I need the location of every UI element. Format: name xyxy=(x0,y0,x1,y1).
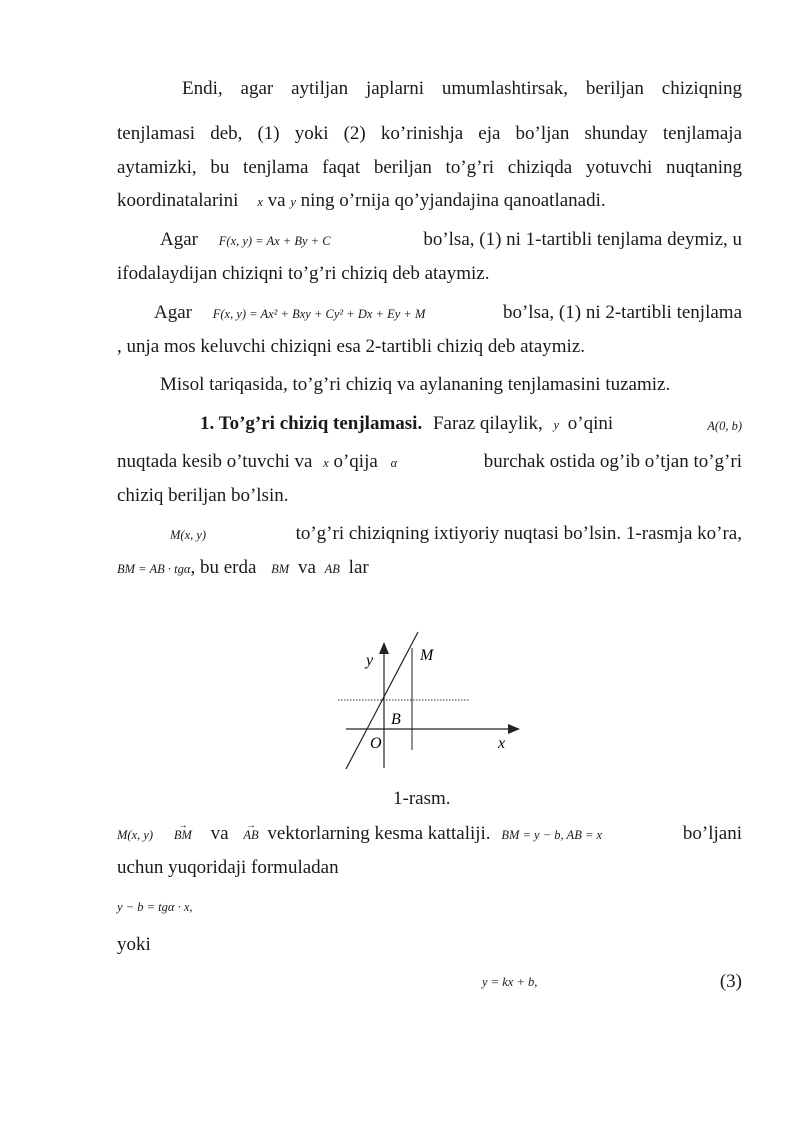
text: burchak ostida og’ib o’tjan to’g’ri xyxy=(483,451,742,472)
formula-bm-ab: BM = AB · tgα xyxy=(117,562,191,576)
math-ab: AB xyxy=(324,562,340,576)
paragraph-3-line-2: , unja mos keluvchi chiziqni esa 2-tartibli chiziq deb ataymiz. xyxy=(117,336,585,357)
text: Faraz qilaylik, xyxy=(432,413,543,434)
paragraph-5-line-2 xyxy=(117,450,742,475)
figure-1-line-diagram xyxy=(320,628,530,780)
text: lar xyxy=(348,557,369,578)
text: nuqtada kesib o’tuvchi va xyxy=(117,451,313,472)
text: bo’lsa, (1) ni 1-tartibli tenjlama deymiz, u xyxy=(423,229,742,250)
paragraph-5-line-3: chiziq beriljan bo’lsin. xyxy=(117,485,289,506)
label-y: y xyxy=(366,652,374,669)
math-y: y xyxy=(290,195,296,209)
vector-bm xyxy=(173,820,192,847)
text: o’qija xyxy=(333,451,378,472)
label-b: B xyxy=(391,711,401,728)
x-axis-arrowhead xyxy=(508,724,520,734)
vector-arrow-icon: → xyxy=(245,820,256,831)
text: o’qini xyxy=(567,413,614,434)
vector-bm-label: BM xyxy=(173,828,192,842)
text: va xyxy=(297,557,316,578)
formula-first-order: F(x, y) = Ax + By + C xyxy=(218,234,331,248)
paragraph-4: Misol tariqasida, to’g’ri chiziq va aylananing tenjlamasini tuzamiz. xyxy=(160,374,671,395)
paragraph-2-line-1 xyxy=(160,228,742,253)
paragraph-7-line-1 xyxy=(117,822,742,847)
point-m: M(x, y) xyxy=(117,828,154,842)
label-x: x xyxy=(498,735,506,752)
text: ning o’rnija qo’yjandajina qanoatlanadi. xyxy=(300,190,606,211)
text: Agar xyxy=(160,229,198,250)
y-axis-arrowhead xyxy=(379,642,389,654)
vector-ab xyxy=(243,820,259,847)
text: bo’lsa, (1) ni 2-tartibli tenjlama xyxy=(502,302,742,323)
text: va xyxy=(267,190,286,211)
text: bo’ljani xyxy=(682,823,742,844)
label-m: M xyxy=(420,647,434,664)
paragraph-5-line-1 xyxy=(200,412,742,437)
paragraph-3-line-1 xyxy=(154,301,742,326)
formula-bm-ab-values: BM = y − b, AB = x xyxy=(501,828,603,842)
paragraph-1-line-4 xyxy=(117,189,742,214)
text-yoki: yoki xyxy=(117,934,151,955)
equation-3: y = kx + b, xyxy=(482,975,538,989)
paragraph-1-line-1: Endi, agar aytiljan japlarni umumlashtirsak, beriljan chiziqning xyxy=(182,78,742,99)
paragraph-2-line-2: ifodalaydijan chiziqni to’g’ri chiziq deb ataymiz. xyxy=(117,263,490,284)
point-a: A(0, b) xyxy=(707,419,742,433)
math-x: x xyxy=(323,456,329,470)
paragraph-1-line-3: aytamizki, bu tenjlama faqat beriljan to’g’ri chiziqda yotuvchi nuqtaning xyxy=(117,157,742,178)
paragraph-6-line-2 xyxy=(117,556,742,581)
text: Agar xyxy=(154,302,192,323)
section-heading: 1. To’g’ri chiziq tenjlamasi. xyxy=(200,413,423,434)
figure-caption: 1-rasm. xyxy=(393,788,451,809)
formula-second-order: F(x, y) = Ax² + Bxy + Cy² + Dx + Ey + M xyxy=(212,307,426,321)
text: , bu erda xyxy=(190,557,257,578)
paragraph-1-line-2: tenjlamasi deb, (1) yoki (2) ko’rinishja eja bo’ljan shunday tenjlamaja xyxy=(117,123,742,144)
math-alpha: α xyxy=(390,456,398,470)
math-x: x xyxy=(257,195,263,209)
paragraph-7-line-2: uchun yuqoridaji formuladan xyxy=(117,857,339,878)
vector-arrow-icon: → xyxy=(177,820,188,831)
label-o: O xyxy=(370,735,382,752)
paragraph-6-line-1 xyxy=(170,522,742,547)
equation-y-minus-b: y − b = tgα · x, xyxy=(117,900,193,914)
vector-ab-label: AB xyxy=(243,828,259,842)
text: vektorlarning kesma kattaliji. xyxy=(267,823,491,844)
equation-number: (3) xyxy=(719,971,742,992)
text: to’g’ri chiziqning ixtiyoriy nuqtasi bo’lsin. 1-rasmja ko’ra, xyxy=(295,523,742,544)
point-m: M(x, y) xyxy=(170,528,207,542)
text: koordinatalarini xyxy=(117,190,239,211)
text: va xyxy=(210,823,229,844)
math-bm: BM xyxy=(271,562,290,576)
math-y: y xyxy=(553,418,560,432)
